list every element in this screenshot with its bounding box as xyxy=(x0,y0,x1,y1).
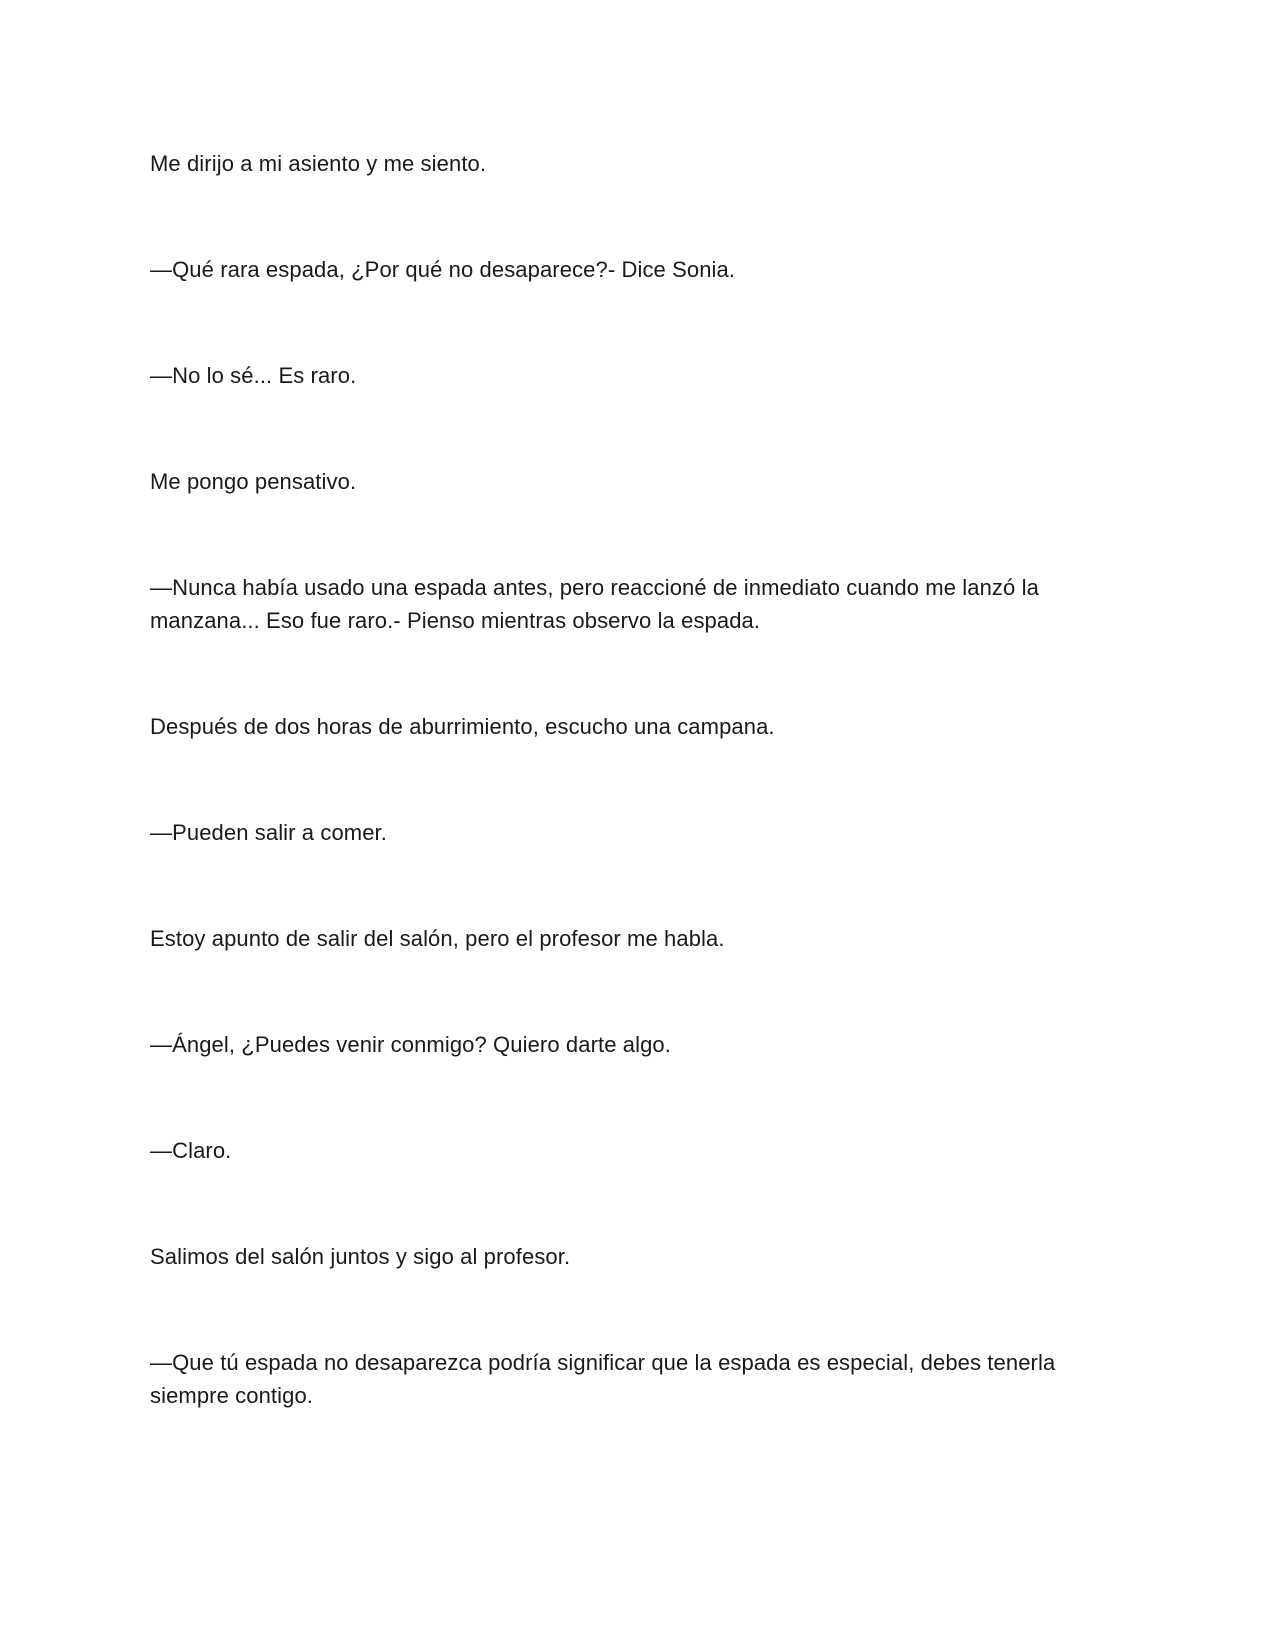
paragraph: Salimos del salón juntos y sigo al profesor. xyxy=(150,1244,571,1269)
paragraph: Me pongo pensativo. xyxy=(150,469,357,494)
paragraph: —No lo sé... Es raro. xyxy=(150,363,357,388)
paragraph: —Nunca había usado una espada antes, pero reaccioné de inmediato cuando me lanzó la manzana... Eso fue raro.- Pienso mientras observo la espada. xyxy=(150,575,1039,633)
paragraph: —Que tú espada no desaparezca podría significar que la espada es especial, debes tenerla siempre contigo. xyxy=(150,1350,1056,1408)
paragraph: Después de dos horas de aburrimiento, escucho una campana. xyxy=(150,714,775,739)
paragraph: —Pueden salir a comer. xyxy=(150,820,387,845)
paragraph: Me dirijo a mi asiento y me siento. xyxy=(150,151,487,176)
paragraph: —Qué rara espada, ¿Por qué no desaparece?- Dice Sonia. xyxy=(150,257,736,282)
paragraph: —Claro. xyxy=(150,1138,232,1163)
paragraph: Estoy apunto de salir del salón, pero el profesor me habla. xyxy=(150,926,725,951)
paragraph: —Ángel, ¿Puedes venir conmigo? Quiero darte algo. xyxy=(150,1032,671,1057)
